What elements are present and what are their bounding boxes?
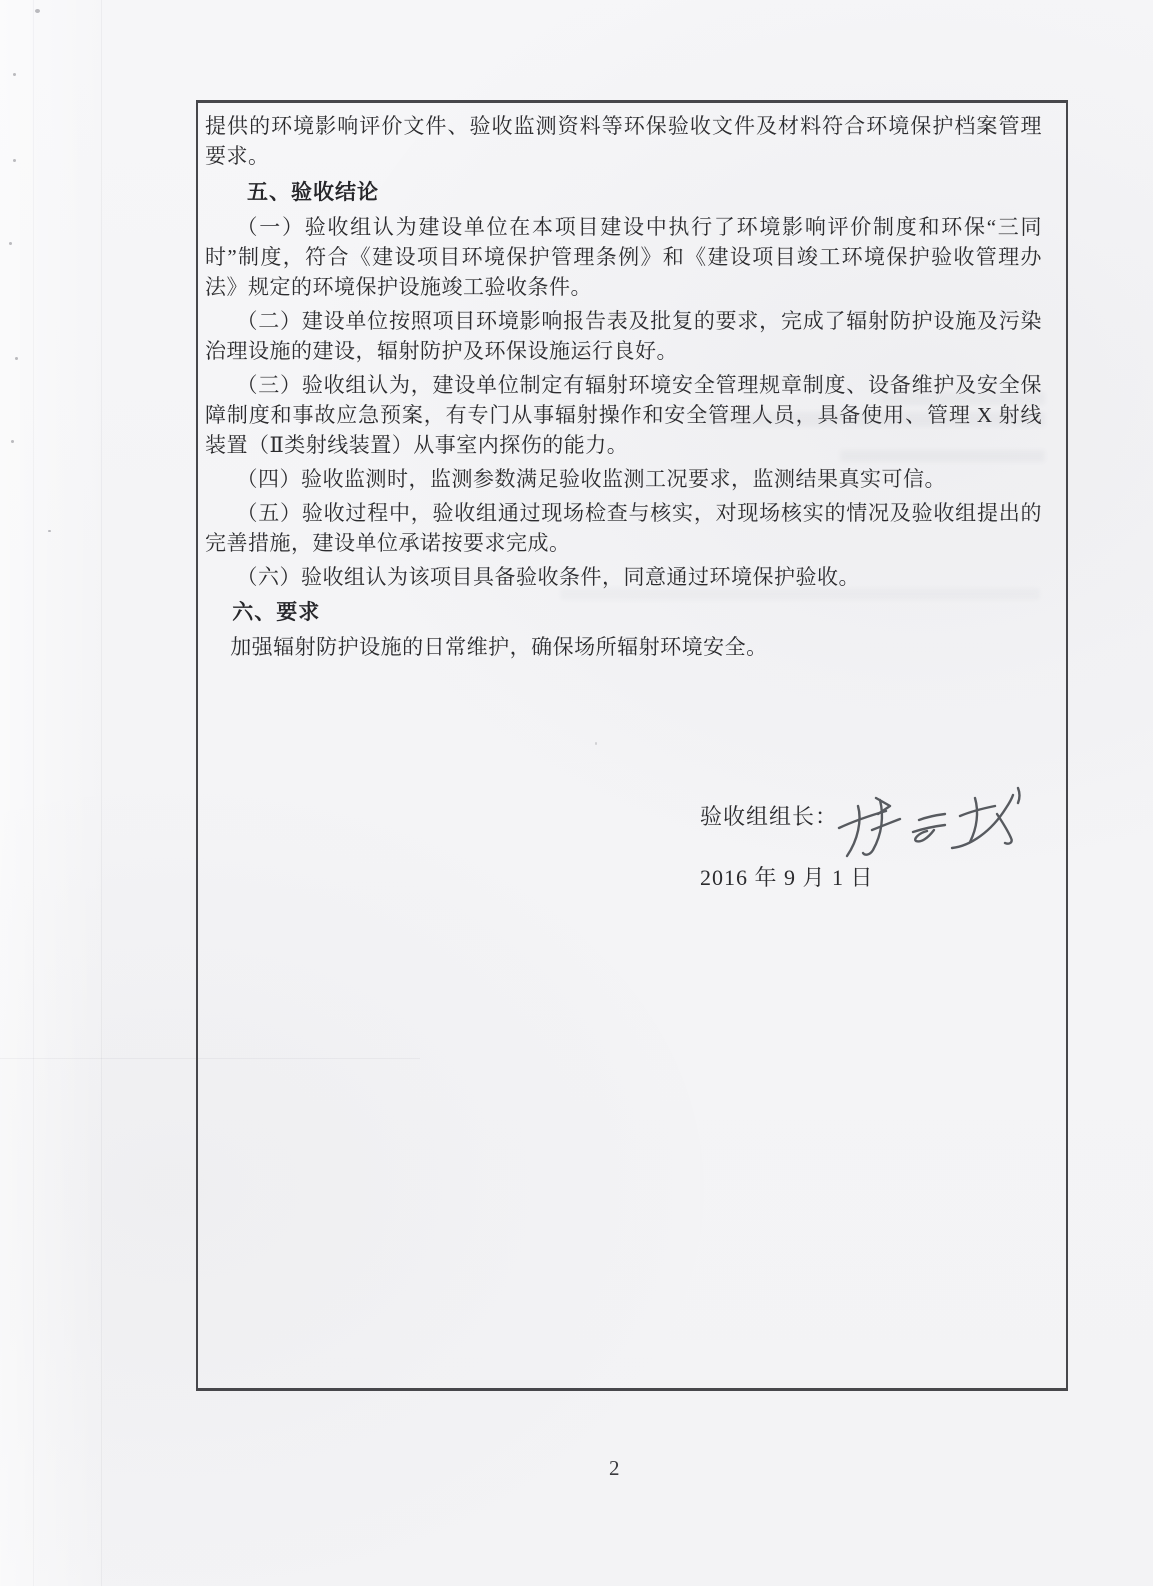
scan-speck xyxy=(13,73,16,76)
scan-speck xyxy=(35,9,40,13)
paragraph-intro-continued: 提供的环境影响评价文件、验收监测资料等环保验收文件及材料符合环境保护档案管理要求。 xyxy=(205,114,1042,168)
signature-label: 验收组组长： xyxy=(700,804,839,829)
signature-row xyxy=(700,802,1042,832)
conclusion-item-6: （六）验收组认为该项目具备验收条件，同意通过环境保护验收。 xyxy=(236,565,860,589)
conclusion-item-5: （五）验收过程中，验收组通过现场检查与核实，对现场核实的情况及验收组提出的完善措施，建设单位承诺按要求完成。 xyxy=(205,501,1042,555)
requirement-paragraph: 加强辐射防护设施的日常维护，确保场所辐射环境安全。 xyxy=(230,635,768,659)
scan-speck xyxy=(48,530,51,532)
handwritten-signature xyxy=(834,780,1029,870)
signoff-date: 2016 年 9 月 1 日 xyxy=(700,865,874,890)
scan-fold-line xyxy=(101,0,102,1586)
conclusion-item-1: （一）验收组认为建设单位在本项目建设中执行了环境影响评价制度和环保“三同时”制度，符合《建设项目环境保护管理条例》和《建设项目竣工环境保护验收管理办法》规定的环境保护设施竣工验收条件。 xyxy=(205,215,1042,299)
scan-speck xyxy=(15,357,18,360)
conclusion-item-3: （三）验收组认为，建设单位制定有辐射环境安全管理规章制度、设备维护及安全保障制度和事故应急预案，有专门从事辐射操作和安全管理人员，具备使用、管理 X 射线装置（Ⅱ类射线装置）从事室内探伤的能力。 xyxy=(205,373,1042,457)
scan-speck xyxy=(9,242,12,245)
conclusion-item-4: （四）验收监测时，监测参数满足验收监测工况要求，监测结果真实可信。 xyxy=(236,467,946,491)
section5-heading: 五、验收结论 xyxy=(247,181,379,204)
scan-fold-line xyxy=(33,0,34,1586)
conclusion-item-2: （二）建设单位按照项目环境影响报告表及批复的要求，完成了辐射防护设施及污染治理设施的建设，辐射防护及环保设施运行良好。 xyxy=(205,309,1042,363)
scan-speck xyxy=(11,440,14,443)
scan-speck xyxy=(13,159,16,162)
signoff-block xyxy=(700,802,1042,893)
section6-heading: 六、要求 xyxy=(232,601,321,624)
content-border-box xyxy=(196,100,1068,1391)
page-number: 2 xyxy=(609,1456,620,1480)
